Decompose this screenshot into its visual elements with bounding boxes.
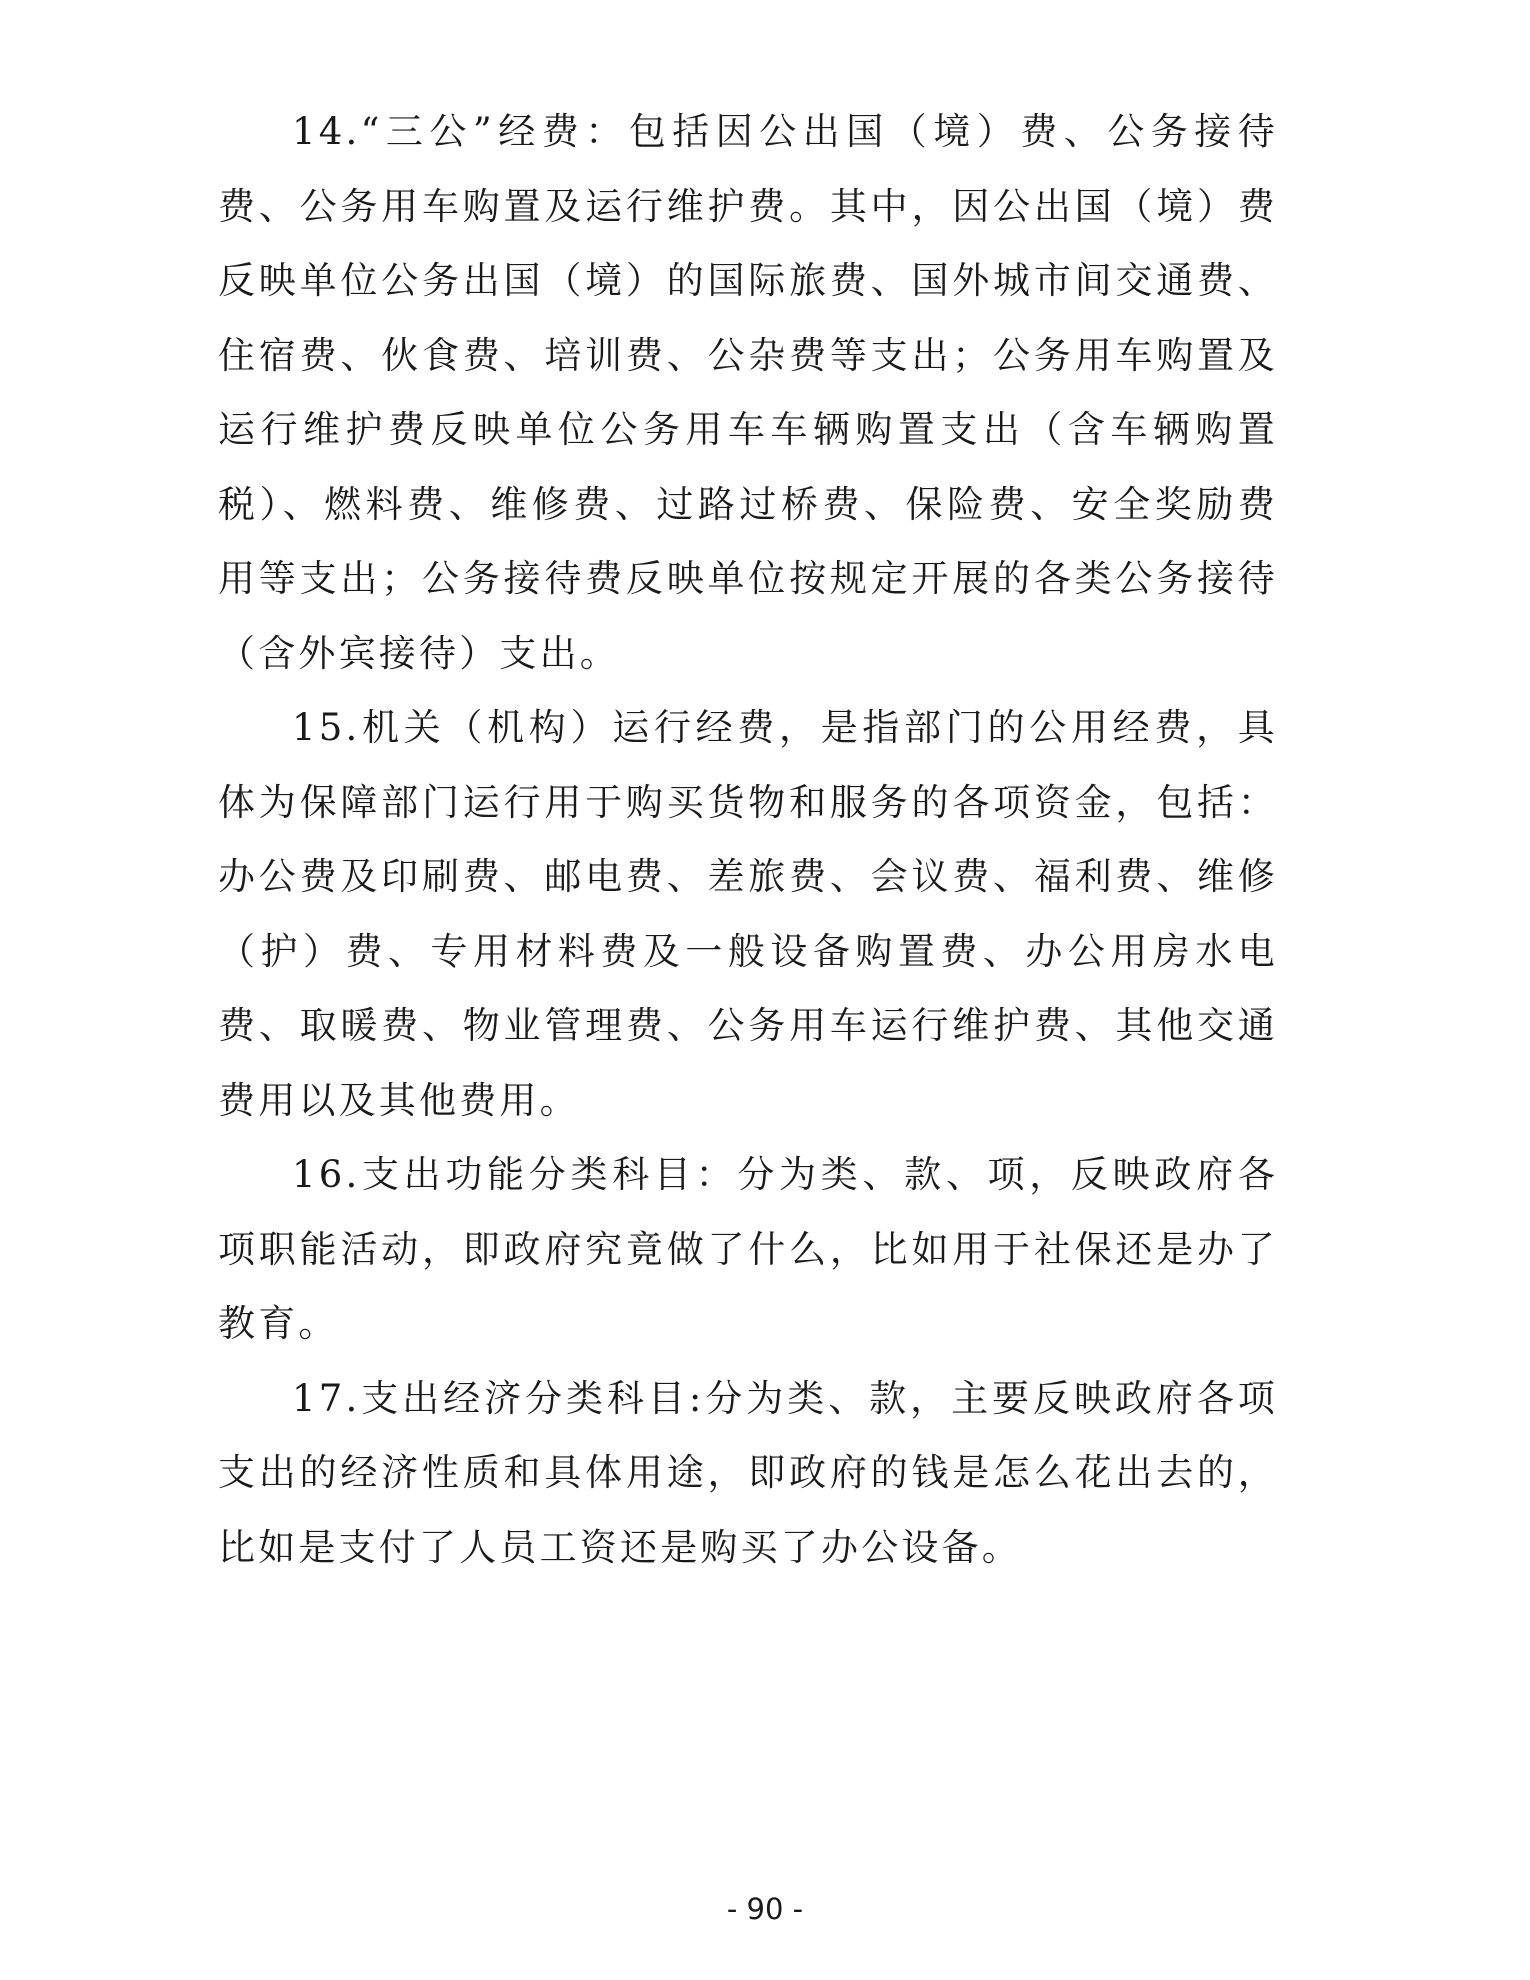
page-number: - 90 - — [726, 1892, 804, 1926]
paragraph-17-economic-classification: 17.支出经济分类科目:分为类、款，主要反映政府各项支出的经济性质和具体用途，即政府的钱是怎么花出去的，比如是支付了人员工资还是购买了办公设备。 — [218, 1376, 1278, 1569]
paragraph-15-operating-expenses: 15.机关（机构）运行经费，是指部门的公用经费，具体为保障部门运行用于购买货物和服务的各项资金，包括：办公费及印刷费、邮电费、差旅费、会议费、福利费、维修（护）费、专用材料费及一般设备购置费、办公用房水电费、取暖费、物业管理费、公务用车运行维护费、其他交通费用以及其他费用。 — [218, 706, 1278, 1122]
paragraph-14-three-public-expenses: 14.“三公”经费：包括因公出国（境）费、公务接待费、公务用车购置及运行维护费。其中，因公出国（境）费反映单位公务出国（境）的国际旅费、国外城市间交通费、住宿费、伙食费、培训费、公杂费等支出；公务用车购置及运行维护费反映单位公务用车车辆购置支出（含车辆购置税）、燃料费、维修费、过路过桥费、保险费、安全奖励费用等支出；公务接待费反映单位按规定开展的各类公务接待（含外宾接待）支出。 — [218, 110, 1278, 675]
document-body — [218, 95, 1278, 1585]
paragraph-16-functional-classification: 16.支出功能分类科目：分为类、款、项，反映政府各项职能活动，即政府究竟做了什么，比如用于社保还是办了教育。 — [218, 1153, 1278, 1345]
